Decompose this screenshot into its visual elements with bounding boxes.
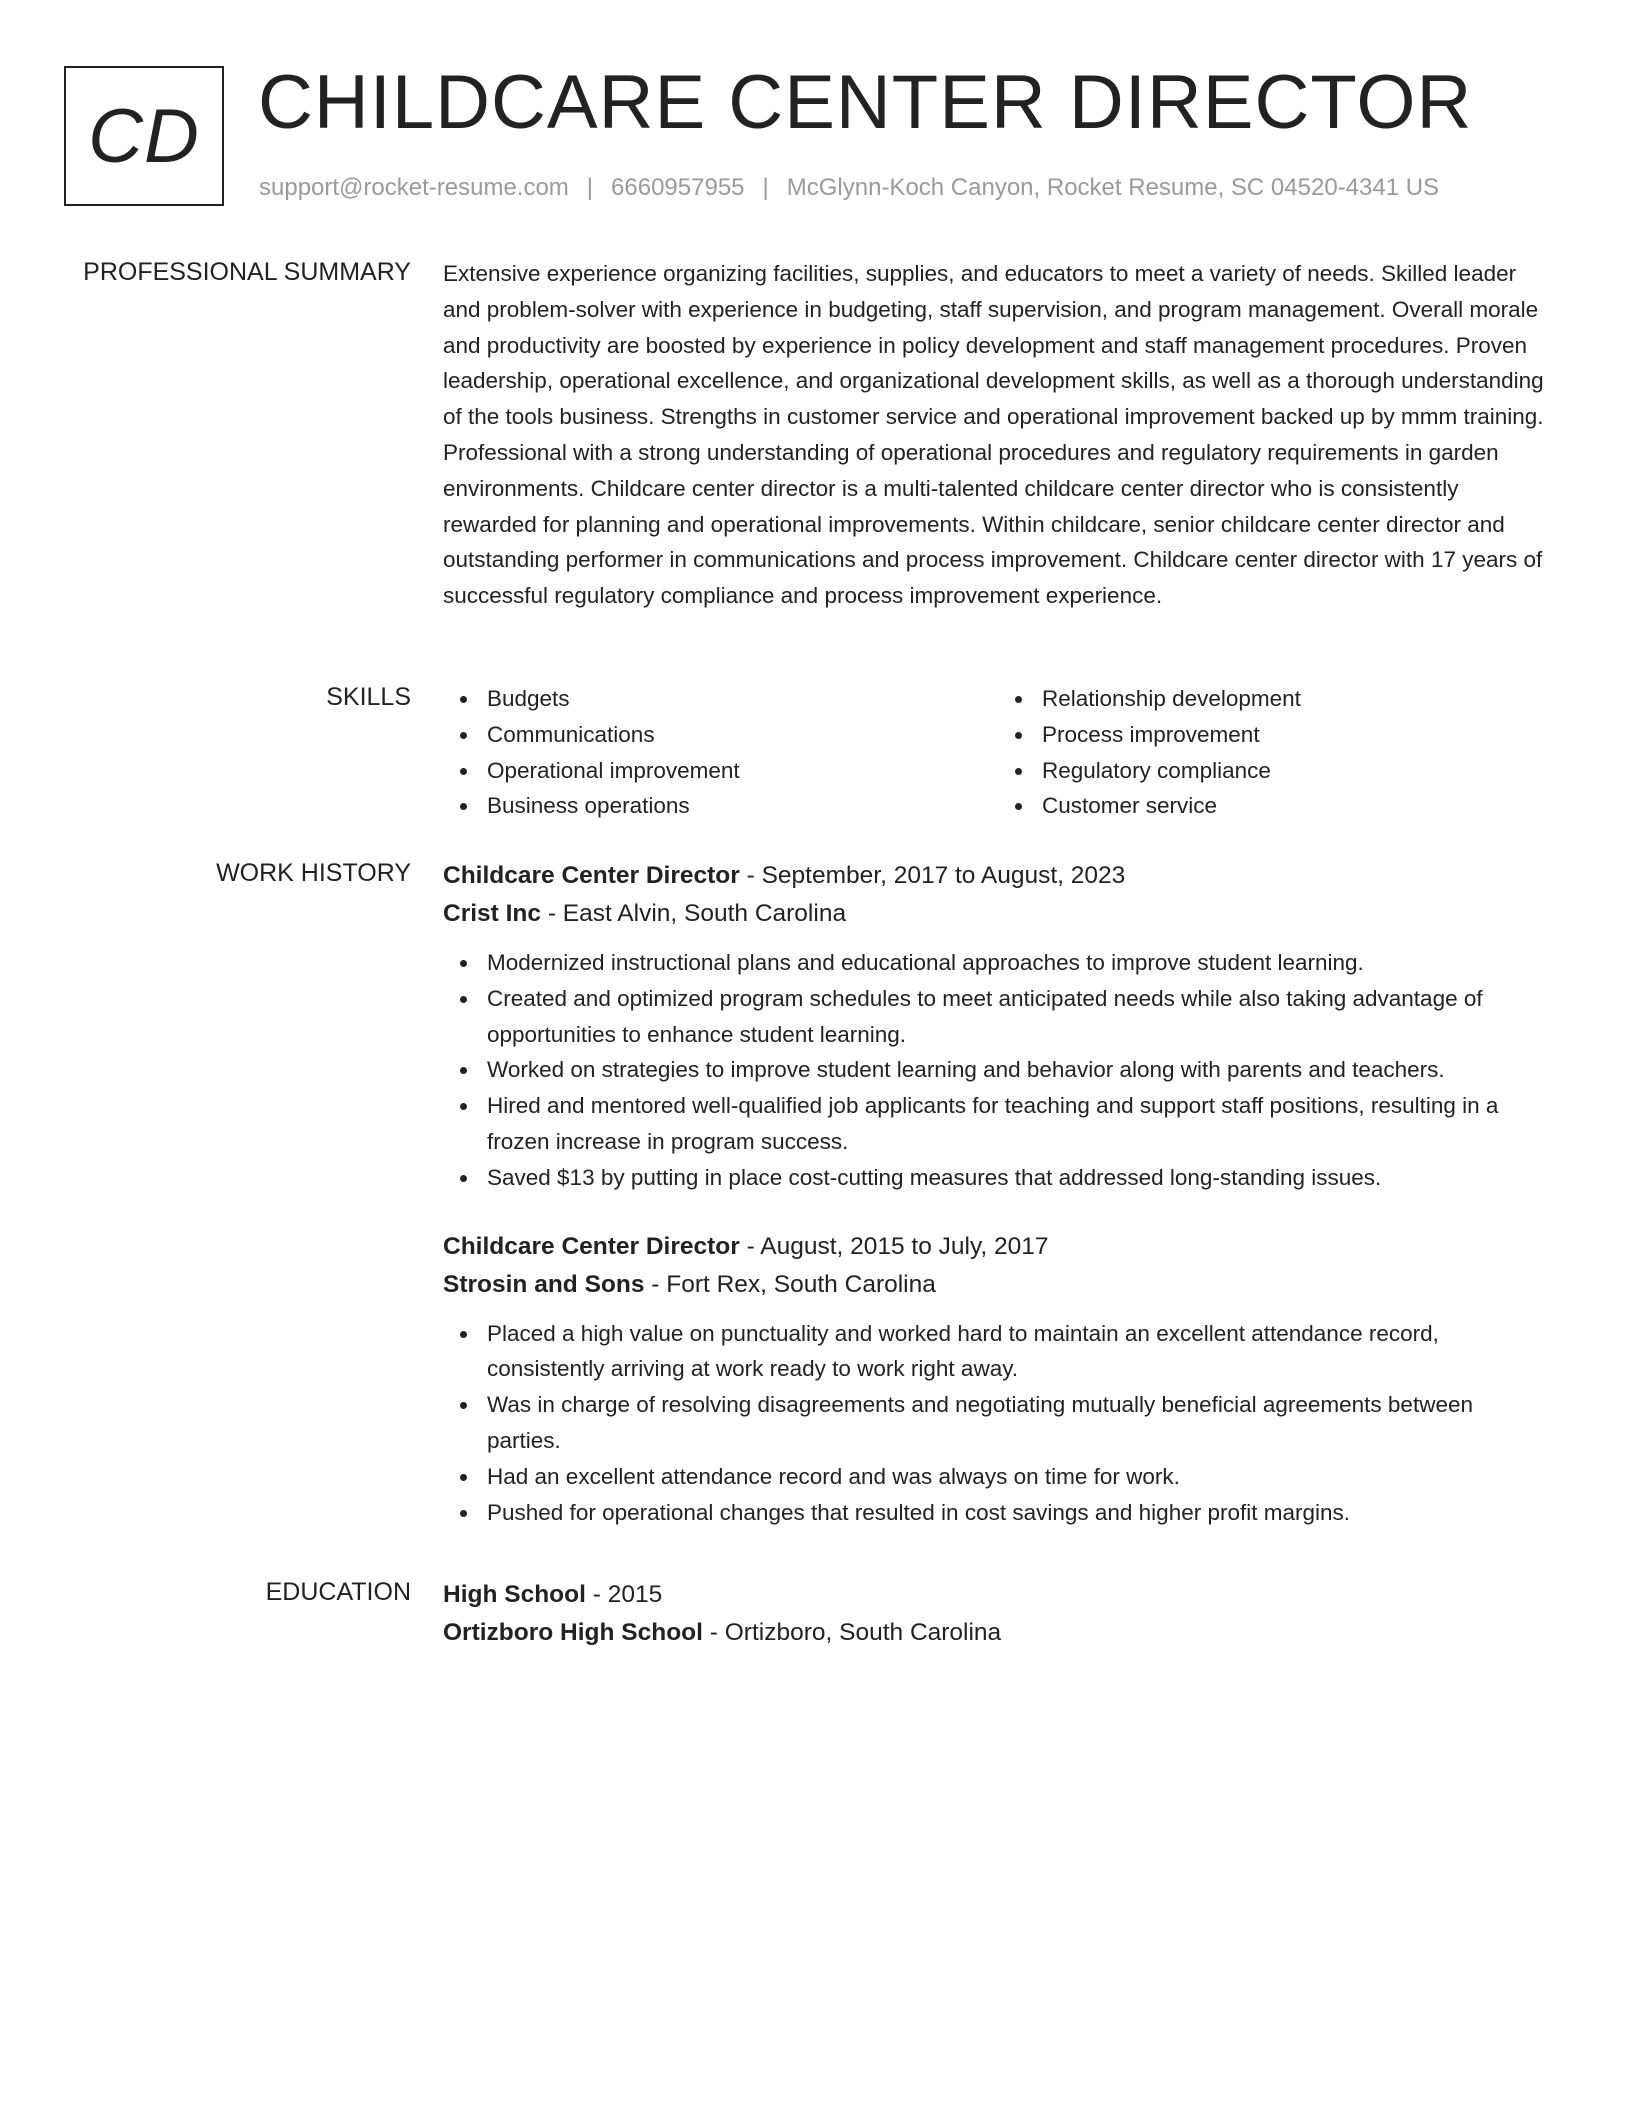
- job-title-line: [443, 857, 1553, 895]
- contact-separator: |: [586, 174, 594, 201]
- summary-text: Extensive experience organizing facilities, supplies, and educators to meet a variety of needs. Skilled leader and problem-solver with experience in budgeting, staff supervision, and program management. Overall morale and productivity are boosted by experience in policy development and staff management procedures. Proven leadership, operational excellence, and organizational development skills, as well as a thorough understanding of the tools business. Strengths in customer service and operational improvement backed up by mmm training. Professional with a strong understanding of operational procedures and regulatory requirements in garden environments. Childcare center director is a multi-talented childcare center director who is consistently rewarded for planning and operational improvements. Within childcare, senior childcare center director and outstanding performer in communications and process improvement. Childcare center director with 17 years of successful regulatory compliance and process improvement experience.: [443, 261, 1544, 609]
- skill-item: Customer service: [1042, 788, 1553, 824]
- section-label-work-history: WORK HISTORY: [216, 859, 411, 887]
- contact-separator: |: [762, 174, 769, 201]
- job-bullet: Created and optimized program schedules to meet anticipated needs while also taking advantage of opportunities to enhance student learning.: [487, 981, 1553, 1053]
- contact-address: McGlynn-Koch Canyon, Rocket Resume, SC 04520-4341 US: [786, 174, 1440, 201]
- job-bullet: Worked on strategies to improve student learning and behavior along with parents and teachers.: [487, 1052, 1553, 1088]
- job-bullet: Saved $13 by putting in place cost-cutting measures that addressed long-standing issues.: [487, 1160, 1553, 1196]
- skill-item: Relationship development: [1042, 681, 1553, 717]
- skill-item: Operational improvement: [487, 753, 998, 789]
- job-title-line: [443, 1228, 1553, 1266]
- monogram: CD: [88, 93, 200, 179]
- job-title: Childcare Center Director: [443, 1232, 740, 1260]
- job-dates: - September, 2017 to August, 2023: [739, 862, 1126, 889]
- job-location: - Fort Rex, South Carolina: [644, 1270, 936, 1298]
- skill-item: Communications: [487, 717, 998, 753]
- job-bullets: [443, 1316, 1553, 1531]
- skills-column-left: [443, 681, 998, 824]
- resume-title: CHILDCARE CENTER DIRECTOR: [258, 60, 1473, 145]
- section-label-skills: SKILLS: [326, 683, 411, 711]
- job-bullets: [443, 945, 1553, 1196]
- contact-phone[interactable]: 6660957955: [611, 174, 745, 201]
- education-location: - Ortizboro, South Carolina: [702, 1619, 1002, 1646]
- summary-body: [443, 256, 1553, 614]
- job-bullet: Had an excellent attendance record and was always on time for work.: [487, 1459, 1553, 1495]
- skill-item: Process improvement: [1042, 717, 1553, 753]
- monogram-box: [64, 66, 224, 206]
- education-degree-line: [443, 1576, 1553, 1614]
- job-title: Childcare Center Director: [443, 862, 740, 889]
- job-company: Crist Inc: [443, 900, 542, 927]
- contact-email[interactable]: support@rocket-resume.com: [259, 174, 569, 201]
- job-bullet: Pushed for operational changes that resulted in cost savings and higher profit margins.: [487, 1495, 1553, 1531]
- skills-body: [443, 681, 1553, 824]
- job-entry: [443, 857, 1553, 1196]
- job-company-line: [443, 895, 1553, 933]
- section-label-education: EDUCATION: [265, 1578, 411, 1606]
- skill-item: Regulatory compliance: [1042, 753, 1553, 789]
- job-bullet: Was in charge of resolving disagreements and negotiating mutually beneficial agreements between parties.: [487, 1387, 1553, 1459]
- education-school-line: [443, 1614, 1553, 1652]
- skill-item: Business operations: [487, 788, 998, 824]
- education-school: Ortizboro High School: [443, 1619, 703, 1646]
- education-body: [443, 1576, 1553, 1652]
- job-location: - East Alvin, South Carolina: [541, 900, 847, 927]
- job-company: Strosin and Sons: [443, 1270, 645, 1298]
- section-label-summary: PROFESSIONAL SUMMARY: [83, 258, 411, 286]
- contact-line: [259, 172, 1439, 204]
- education-year: - 2015: [585, 1581, 663, 1608]
- job-bullet: Hired and mentored well-qualified job applicants for teaching and support staff positions, resulting in a frozen increase in program success.: [487, 1088, 1553, 1160]
- job-entry: [443, 1228, 1553, 1531]
- job-dates: - August, 2015 to July, 2017: [739, 1232, 1049, 1260]
- skill-item: Budgets: [487, 681, 998, 717]
- job-bullet: Modernized instructional plans and educational approaches to improve student learning.: [487, 945, 1553, 981]
- job-company-line: [443, 1266, 1553, 1304]
- skills-grid: [443, 681, 1553, 824]
- skills-column-right: [998, 681, 1553, 824]
- education-degree: High School: [443, 1581, 586, 1608]
- work-history-body: [443, 857, 1553, 1530]
- job-bullet: Placed a high value on punctuality and worked hard to maintain an excellent attendance record, consistently arriving at work ready to work right away.: [487, 1316, 1553, 1388]
